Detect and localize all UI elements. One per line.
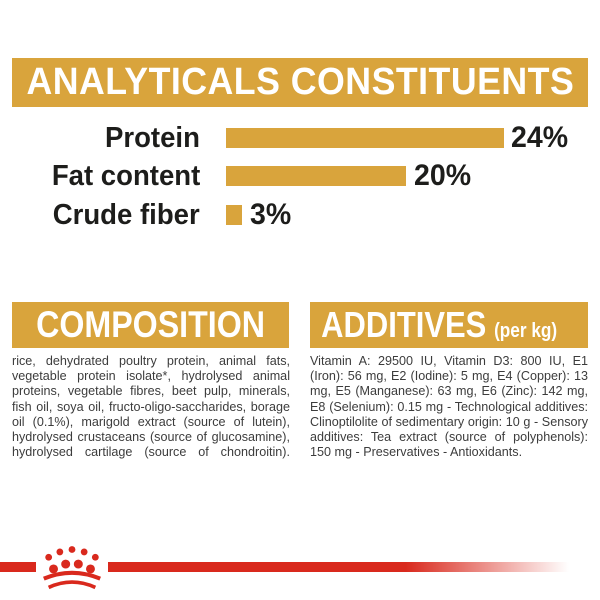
additives-text: Vitamin A: 29500 IU, Vitamin D3: 800 IU, E1 (Iron): 56 mg, E2 (Iodine): 5 mg, E4 (Copper): 13 mg, E5 (Manganese): 63 mg, E6 (Zinc): 142 mg, E8 (Selenium): 0.15 mg - Technological additives: Clinoptilolite of sedimentary origin: 10 g - Sensory additives: Tea extract (source of polyphenols): 150 mg - Preservatives - Antioxidants. (310, 354, 588, 460)
additives-title: ADDITIVES (321, 304, 487, 345)
analyticals-banner (12, 58, 588, 107)
analyticals-title: ANALYTICALS CONSTITUENTS (26, 61, 574, 103)
chart-label-protein: Protein (105, 121, 200, 154)
brand-stripe-left (0, 562, 36, 572)
crown-logo-icon (37, 544, 107, 590)
chart-value-crude-fiber: 3% (250, 198, 292, 231)
additives-banner (310, 302, 588, 348)
composition-banner (12, 302, 289, 348)
composition-title: COMPOSITION (36, 304, 265, 345)
chart-value-fat-content: 20% (414, 159, 472, 192)
composition-text: rice, dehydrated poultry protein, animal fats, vegetable protein isolate*, hydrolysed animal proteins, vegetable fibres, beet pulp, minerals, fish oil, soya oil, fructo-oligo-saccharides, borage oil (0.1%), marigold extract (source of lutein), hydrolysed crustaceans (source of glucosamine), hydrolysed cartilage (source of chondroitin). (12, 354, 290, 460)
brand-stripe-right (108, 562, 588, 572)
chart-label-crude-fiber: Crude fiber (53, 198, 200, 231)
chart-bar-crude-fiber (226, 205, 242, 225)
additives-unit: (per kg) (494, 320, 558, 342)
chart-bar-fat-content (226, 166, 406, 186)
chart-value-protein: 24% (511, 121, 569, 154)
chart-bar-protein (226, 128, 504, 148)
additives-title-group (310, 304, 557, 346)
chart-label-fat-content: Fat content (51, 159, 200, 192)
